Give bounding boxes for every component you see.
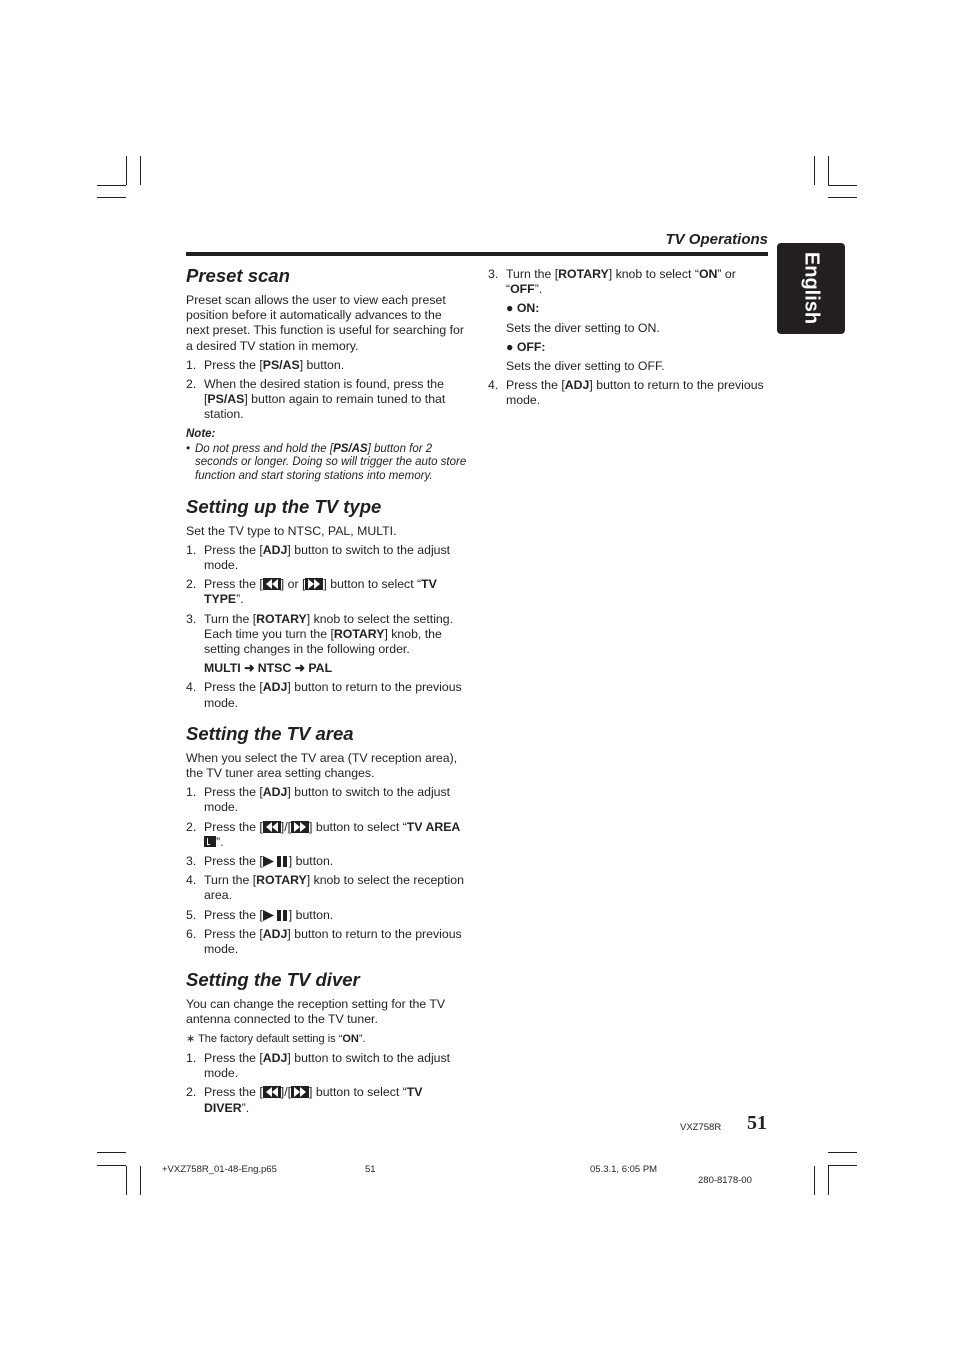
note-title: Note:: [186, 427, 216, 440]
left-column: [186, 265, 468, 1125]
step: 5. Press the [ ] button.: [186, 907, 334, 922]
crop-mark: [97, 197, 126, 198]
step: 1. Press the [PS/AS] button.: [186, 357, 345, 372]
step: 1. Press the [ADJ] button to switch to the adjust mode.: [186, 542, 451, 573]
skip-back-icon: [263, 821, 281, 833]
option-on-desc: Sets the diver setting to ON.: [506, 320, 660, 335]
step: 3. Turn the [ROTARY] knob to select “ON” or “OFF”.: [488, 267, 736, 297]
step: 2. Press the [ ]/[ ] button to select “TV AREA ”.: [186, 819, 461, 849]
step: 1. Press the [ADJ] button to switch to the adjust mode.: [186, 1050, 451, 1081]
part-code: 280-8178-00: [698, 1175, 752, 1186]
section-title: Preset scan: [186, 265, 290, 286]
tv-type-section: [186, 496, 468, 711]
section-title: Setting up the TV type: [186, 495, 382, 517]
crop-mark: [97, 1165, 126, 1166]
section-intro: Set the TV type to NTSC, PAL, MULTI.: [186, 523, 397, 538]
section-header: TV Operations: [665, 231, 768, 248]
step: 2. When the desired station is found, press the [PS/AS] button again to remain tuned to that station.: [186, 377, 446, 422]
skip-back-icon: [263, 578, 281, 590]
step: 6. Press the [ADJ] button to return to the previous mode.: [186, 926, 462, 957]
page-number: 51: [747, 1112, 767, 1134]
crop-mark: [814, 1166, 815, 1195]
play-pause-icon: [263, 910, 289, 921]
step: 2. Press the [ ] or [ ] button to select “TV TYPE”.: [186, 577, 437, 607]
language-tab-label: English: [800, 251, 823, 325]
play-pause-icon: [263, 856, 289, 867]
crop-mark: [126, 156, 127, 185]
step: 4. Turn the [ROTARY] knob to select the reception area.: [186, 873, 464, 903]
step: 2. Press the [ ]/[ ] button to select “TV DIVER”.: [186, 1085, 423, 1115]
note-text: • Do not press and hold the [PS/AS] button for 2 seconds or longer. Doing so will trigger the auto store function and start storing stations into memory.: [186, 442, 467, 483]
option-off-label: ● OFF:: [506, 339, 546, 354]
step: 3. Press the [ ] button.: [186, 854, 334, 869]
skip-forward-icon: [305, 578, 323, 590]
section-title: Setting the TV diver: [186, 969, 360, 991]
skip-forward-icon: [291, 1086, 309, 1098]
header-rule: [186, 252, 768, 256]
crop-mark: [140, 1166, 141, 1195]
tv-area-section: [186, 723, 468, 957]
crop-mark: [140, 156, 141, 185]
language-tab: [777, 243, 845, 334]
print-file-page: 51: [365, 1164, 376, 1175]
right-column: [488, 267, 764, 413]
crop-mark: [828, 197, 857, 198]
crop-mark: [828, 1165, 857, 1166]
print-file-name: +VXZ758R_01-48-Eng.p65: [162, 1164, 277, 1175]
skip-forward-icon: [291, 821, 309, 833]
step: 3. Turn the [ROTARY] knob to select the setting. Each time you turn the [ROTARY] knob, the setting changes in the following order.: [186, 611, 454, 657]
option-off-desc: Sets the diver setting to OFF.: [506, 359, 665, 374]
crop-mark: [828, 1152, 857, 1153]
tv-diver-section: [186, 969, 468, 1115]
skip-back-icon: [263, 1086, 281, 1098]
section-intro: You can change the reception setting for the TV antenna connected to the TV tuner.: [186, 997, 446, 1027]
crop-mark: [126, 1166, 127, 1195]
crop-mark: [814, 156, 815, 185]
preset-scan-section: [186, 265, 468, 484]
crop-mark: [97, 1152, 126, 1153]
model-number: VXZ758R: [680, 1122, 722, 1133]
step: 4. Press the [ADJ] button to return to the previous mode.: [488, 378, 764, 408]
section-intro: When you select the TV area (TV reception area), the TV tuner area setting changes.: [186, 750, 458, 781]
step: 4. Press the [ADJ] button to return to the previous mode.: [186, 680, 462, 710]
area-indicator-icon: [204, 836, 216, 847]
option-on-label: ● ON:: [506, 301, 540, 316]
crop-mark: [828, 156, 829, 185]
crop-mark: [828, 185, 857, 186]
default-setting-note: ∗ The factory default setting is “ON”.: [186, 1032, 366, 1045]
crop-mark: [828, 1166, 829, 1195]
step: 1. Press the [ADJ] button to switch to the adjust mode.: [186, 785, 451, 815]
crop-mark: [97, 185, 126, 186]
section-title: Setting the TV area: [186, 722, 354, 744]
print-date: 05.3.1, 6:05 PM: [590, 1164, 658, 1175]
section-intro: Preset scan allows the user to view each preset position before it automatically advances to the next preset. This function is useful for searching for a desired TV station in memory.: [186, 293, 464, 353]
setting-sequence: MULTI ➜ NTSC ➜ PAL: [204, 661, 333, 676]
